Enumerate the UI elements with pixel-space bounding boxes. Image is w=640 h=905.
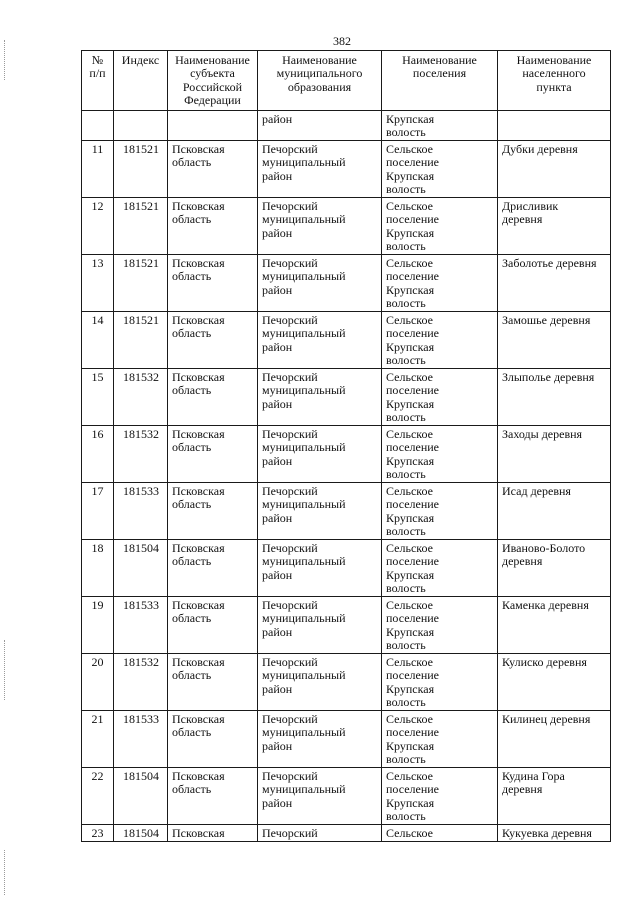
column-header-region: Наименование субъекта Российской Федерации bbox=[168, 51, 258, 111]
column-header-index: Индекс bbox=[114, 51, 168, 111]
table-row bbox=[82, 653, 611, 710]
table-continuation-row bbox=[82, 111, 611, 141]
cell-index: 181521 bbox=[114, 140, 168, 197]
cell-region: Псковская область bbox=[168, 710, 258, 767]
page-number: 382 bbox=[333, 34, 351, 48]
cell-number: 15 bbox=[82, 368, 114, 425]
cell-region: Псковская область bbox=[168, 311, 258, 368]
cell-index: 181504 bbox=[114, 824, 168, 841]
cell-region bbox=[168, 111, 258, 141]
table-header-row bbox=[82, 51, 611, 111]
cell-number: 23 bbox=[82, 824, 114, 841]
table-row bbox=[82, 767, 611, 824]
cell-settlement: Сельское поселение Крупская волость bbox=[382, 311, 498, 368]
cell-municipality: Печорский муниципальный район bbox=[258, 767, 382, 824]
scan-edge-mark bbox=[4, 40, 6, 80]
cell-municipality: Печорский муниципальный район bbox=[258, 596, 382, 653]
cell-index: 181521 bbox=[114, 197, 168, 254]
cell-municipality: Печорский bbox=[258, 824, 382, 841]
cell-settlement: Сельское поселение Крупская волость bbox=[382, 539, 498, 596]
cell-municipality: Печорский муниципальный район bbox=[258, 254, 382, 311]
cell-locality: Кудина Гора деревня bbox=[498, 767, 611, 824]
cell-locality: Замошье деревня bbox=[498, 311, 611, 368]
cell-region: Псковская область bbox=[168, 254, 258, 311]
cell-settlement: Сельское поселение Крупская волость bbox=[382, 653, 498, 710]
cell-settlement: Сельское поселение Крупская волость bbox=[382, 254, 498, 311]
cell-index: 181533 bbox=[114, 710, 168, 767]
cell-locality: Каменка деревня bbox=[498, 596, 611, 653]
cell-locality: Исад деревня bbox=[498, 482, 611, 539]
cell-number: 13 bbox=[82, 254, 114, 311]
cell-settlement: Сельское поселение Крупская волость bbox=[382, 197, 498, 254]
cell-municipality: Печорский муниципальный район bbox=[258, 653, 382, 710]
cell-locality: Злыполье деревня bbox=[498, 368, 611, 425]
cell-settlement: Сельское поселение Крупская волость bbox=[382, 482, 498, 539]
cell-region: Псковская bbox=[168, 824, 258, 841]
table-row bbox=[82, 368, 611, 425]
cell-index: 181532 bbox=[114, 425, 168, 482]
table-row bbox=[82, 824, 611, 841]
scan-edge-mark bbox=[4, 850, 6, 895]
cell-locality: Заболотье деревня bbox=[498, 254, 611, 311]
column-header-municipality: Наименование муниципального образования bbox=[258, 51, 382, 111]
cell-settlement: Сельское поселение Крупская волость bbox=[382, 425, 498, 482]
cell-region: Псковская область bbox=[168, 596, 258, 653]
cell-locality: Кукуевка деревня bbox=[498, 824, 611, 841]
cell-municipality: Печорский муниципальный район bbox=[258, 197, 382, 254]
cell-locality: Килинец деревня bbox=[498, 710, 611, 767]
cell-municipality: Печорский муниципальный район bbox=[258, 311, 382, 368]
cell-locality: Иваново-Болото деревня bbox=[498, 539, 611, 596]
cell-index: 181521 bbox=[114, 254, 168, 311]
cell-number bbox=[82, 111, 114, 141]
cell-number: 18 bbox=[82, 539, 114, 596]
cell-locality: Дубки деревня bbox=[498, 140, 611, 197]
cell-index: 181532 bbox=[114, 653, 168, 710]
cell-region: Псковская область bbox=[168, 425, 258, 482]
cell-municipality: Печорский муниципальный район bbox=[258, 539, 382, 596]
table-row bbox=[82, 311, 611, 368]
cell-region: Псковская область bbox=[168, 767, 258, 824]
cell-number: 22 bbox=[82, 767, 114, 824]
table-row bbox=[82, 596, 611, 653]
cell-locality: Заходы деревня bbox=[498, 425, 611, 482]
table-row bbox=[82, 539, 611, 596]
cell-municipality: Печорский муниципальный район bbox=[258, 710, 382, 767]
cell-settlement: Сельское поселение Крупская волость bbox=[382, 767, 498, 824]
table-row bbox=[82, 197, 611, 254]
cell-region: Псковская область bbox=[168, 368, 258, 425]
cell-municipality: Печорский муниципальный район bbox=[258, 140, 382, 197]
table-row bbox=[82, 254, 611, 311]
cell-index: 181521 bbox=[114, 311, 168, 368]
cell-settlement: Сельское поселение Крупская волость bbox=[382, 368, 498, 425]
cell-municipality: Печорский муниципальный район bbox=[258, 425, 382, 482]
cell-settlement: Сельское поселение Крупская волость bbox=[382, 596, 498, 653]
table-row bbox=[82, 140, 611, 197]
cell-number: 21 bbox=[82, 710, 114, 767]
table-row bbox=[82, 425, 611, 482]
cell-number: 16 bbox=[82, 425, 114, 482]
cell-municipality: район bbox=[258, 111, 382, 141]
cell-number: 19 bbox=[82, 596, 114, 653]
cell-locality: Дрисливик деревня bbox=[498, 197, 611, 254]
column-header-locality: Наименование населенного пункта bbox=[498, 51, 611, 111]
cell-index: 181533 bbox=[114, 482, 168, 539]
cell-municipality: Печорский муниципальный район bbox=[258, 482, 382, 539]
cell-number: 11 bbox=[82, 140, 114, 197]
cell-region: Псковская область bbox=[168, 197, 258, 254]
cell-index: 181533 bbox=[114, 596, 168, 653]
cell-region: Псковская область bbox=[168, 482, 258, 539]
cell-index: 181504 bbox=[114, 767, 168, 824]
cell-locality: Кулиско деревня bbox=[498, 653, 611, 710]
cell-municipality: Печорский муниципальный район bbox=[258, 368, 382, 425]
table-row bbox=[82, 710, 611, 767]
cell-region: Псковская область bbox=[168, 539, 258, 596]
cell-settlement: Крупская волость bbox=[382, 111, 498, 141]
cell-index bbox=[114, 111, 168, 141]
cell-number: 12 bbox=[82, 197, 114, 254]
cell-settlement: Сельское поселение Крупская волость bbox=[382, 140, 498, 197]
cell-settlement: Сельское bbox=[382, 824, 498, 841]
cell-region: Псковская область bbox=[168, 653, 258, 710]
table-row bbox=[82, 482, 611, 539]
cell-settlement: Сельское поселение Крупская волость bbox=[382, 710, 498, 767]
cell-number: 17 bbox=[82, 482, 114, 539]
cell-index: 181504 bbox=[114, 539, 168, 596]
column-header-settlement: Наименование поселения bbox=[382, 51, 498, 111]
cell-number: 20 bbox=[82, 653, 114, 710]
cell-locality bbox=[498, 111, 611, 141]
scan-edge-mark bbox=[4, 640, 6, 700]
cell-region: Псковская область bbox=[168, 140, 258, 197]
cell-number: 14 bbox=[82, 311, 114, 368]
column-header-number: № п/п bbox=[82, 51, 114, 111]
settlements-table bbox=[81, 50, 611, 842]
cell-index: 181532 bbox=[114, 368, 168, 425]
